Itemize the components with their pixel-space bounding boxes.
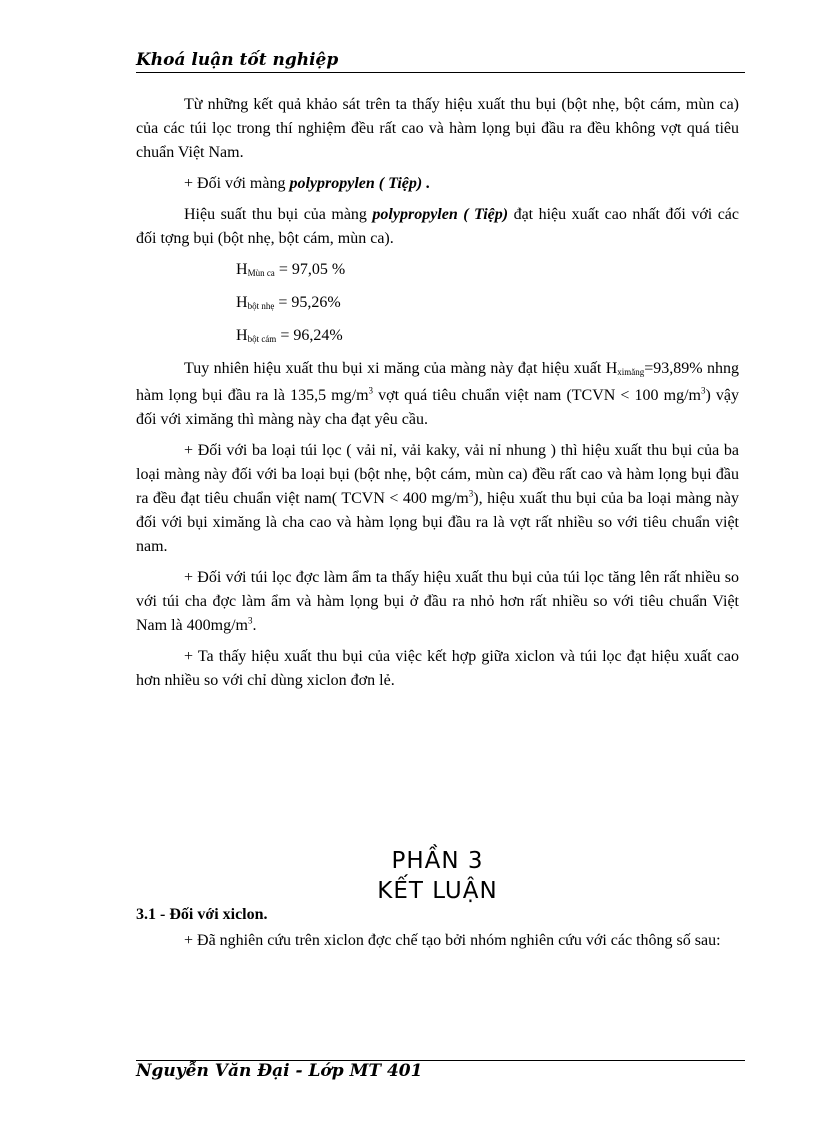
body-content: [136, 93, 739, 700]
section-paragraph: + Đã nghiên cứu trên xiclon đợc chế tạo bởi nhóm nghiên cứu với các thông số sau:: [184, 932, 721, 949]
p5-text-a: + Đối với ba loại túi lọc ( vải nỉ, vải kaky, vải nỉ nhung ) thì hiệu xuất thu bụi của ba loại màng này đối với ba loại bụi (bột nhẹ, bột cám, mùn ca) đều rất cao và hàm lọng bụi đầu ra đều đạt tiêu chuẩn việt nam( TCVN < 400 mg/m: [136, 442, 739, 507]
formula-value: = 97,05 %: [274, 261, 346, 278]
formula-sub: bột cám: [247, 334, 277, 344]
p2-bold: polypropylen ( Tiệp) .: [289, 175, 431, 192]
formula-bot-nhe: [236, 291, 739, 318]
formula-bot-cam: [236, 324, 739, 351]
formula-mun-ca: [236, 258, 739, 285]
p5-text-b: ), hiệu xuất thu bụi của ba loại màng này đối với bụi ximăng là cha cao và hàm lọng bụi đầu ra là vợt rất nhiều so với tiêu chuẩn việt nam.: [136, 490, 739, 555]
p4-sup-2: 3: [700, 385, 706, 396]
p4-text-c: vợt quá tiêu chuẩn việt nam (TCVN < 100 mg/m: [373, 387, 701, 404]
section-heading: 3.1 - Đối với xiclon.: [136, 906, 268, 923]
p6-sup: 3: [247, 615, 253, 626]
p6-text-a: + Đối với túi lọc đợc làm ẩm ta thấy hiệu xuất thu bụi của túi lọc tăng lên rất nhiều so với túi cha đợc làm ẩm và hàm lọng bụi ở đầu ra nhỏ hơn rất nhiều so với tiêu chuẩn Việt Nam là 400mg/m: [136, 569, 739, 634]
p3-bold: polypropylen ( Tiệp): [372, 206, 509, 223]
part-title: KẾT LUẬN: [377, 878, 498, 904]
formula-sub: Mùn ca: [247, 268, 275, 278]
p4-sup-1: 3: [368, 385, 374, 396]
p5-sup: 3: [468, 488, 474, 499]
paragraph-5: [136, 439, 739, 559]
paragraph-4: [136, 357, 739, 432]
formula-sub: bột nhẹ: [247, 301, 275, 311]
formula-symbol: H: [236, 327, 248, 344]
page-footer: [136, 1060, 745, 1089]
p4-text-d: ) vậy đối với ximăng thì màng này cha đạt yêu cầu.: [136, 387, 740, 428]
p2-prefix: + Đối với màng: [184, 175, 290, 192]
paragraph-3: [136, 203, 739, 251]
p3-suffix: đạt hiệu xuất cao nhất đối với các đối tợng bụi (bột nhẹ, bột cám, mùn ca).: [136, 206, 740, 247]
paragraph-7: + Ta thấy hiệu xuất thu bụi của việc kết hợp giữa xiclon và túi lọc đạt hiệu xuất cao hơn nhiều so với chỉ dùng xiclon đơn lẻ.: [136, 648, 739, 689]
part-number: PHẦN 3: [391, 848, 484, 874]
p3-prefix: Hiệu suất thu bụi của màng: [184, 206, 373, 223]
formula-value: = 96,24%: [276, 327, 343, 344]
formula-symbol: H: [236, 261, 248, 278]
p6-text-b: .: [252, 617, 257, 634]
p4-sub: ximăng: [617, 367, 645, 377]
p4-text-a: Tuy nhiên hiệu xuất thu bụi xi măng của màng này đạt hiệu xuất H: [184, 360, 618, 377]
paragraph-6: [136, 566, 739, 638]
paragraph-2: [136, 172, 739, 196]
header-title: Khoá luận tốt nghiệp: [136, 50, 339, 70]
footer-author: Nguyễn Văn Đại - Lớp MT 401: [136, 1061, 423, 1081]
page-header: [136, 48, 745, 73]
section-content: [136, 929, 739, 960]
p4-text-b: =93,89% nhng hàm lọng bụi đầu ra là 135,5 mg/m: [136, 360, 739, 404]
formula-value: = 95,26%: [274, 294, 341, 311]
paragraph-1: Từ những kết quả khảo sát trên ta thấy hiệu xuất thu bụi (bột nhẹ, bột cám, mùn ca) của các túi lọc trong thí nghiệm đều rất cao và hàm lọng bụi đầu ra đều không vợt quá tiêu chuẩn Việt Nam.: [136, 96, 739, 161]
formula-symbol: H: [236, 294, 248, 311]
